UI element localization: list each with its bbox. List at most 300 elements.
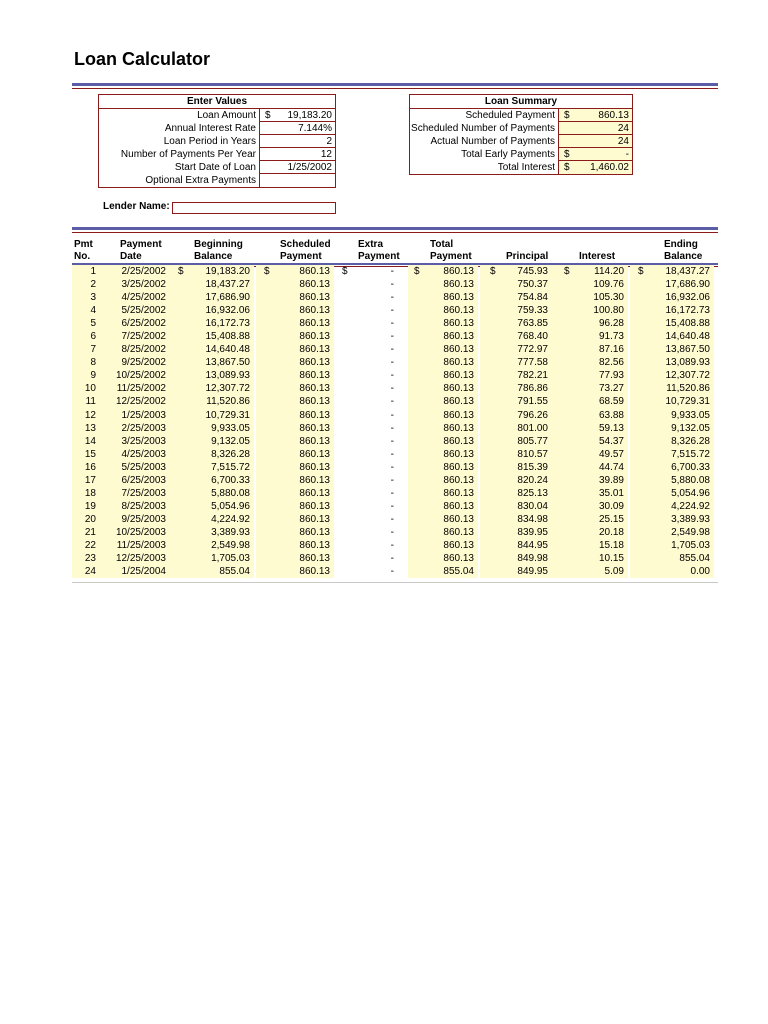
payment-date-cell: 10/25/2002 [108, 369, 170, 382]
table-row [72, 526, 718, 539]
currency-symbol: $ [564, 266, 570, 277]
ending-balance-cell: 15,408.88 [630, 317, 714, 330]
total-payment-cell: 860.13 [408, 330, 478, 343]
beginning-balance-cell: 7,515.72 [170, 461, 254, 474]
total-payment-cell: 860.13 [408, 382, 478, 395]
scheduled-payment-cell: 860.13 [256, 291, 334, 304]
ending-balance-cell: 0.00 [630, 565, 714, 578]
principal-cell: 839.95 [480, 526, 552, 539]
pmt-no-cell: 4 [72, 304, 108, 317]
summary-value [558, 109, 632, 122]
pmt-no-cell: 5 [72, 317, 108, 330]
principal-cell: 801.00 [480, 422, 552, 435]
total-payment-cell: 860.13 [408, 474, 478, 487]
pmt-no-cell: 7 [72, 343, 108, 356]
table-row [72, 500, 718, 513]
pmt-no-cell: 13 [72, 422, 108, 435]
pmt-no-cell: 20 [72, 513, 108, 526]
enter-row [99, 135, 335, 148]
beginning-balance-cell: 8,326.28 [170, 448, 254, 461]
interest-cell: 10.15 [552, 552, 628, 565]
payment-date-cell: 3/25/2002 [108, 278, 170, 291]
table-row [72, 395, 718, 408]
header-principal: Principal [506, 250, 549, 262]
total-payment-cell: 860.13 [408, 526, 478, 539]
extra-payment-cell: - [390, 526, 394, 538]
scheduled-payment-cell: 860.13 [256, 395, 334, 408]
summary-row [410, 122, 632, 135]
scheduled-payment-cell: 860.13 [256, 343, 334, 356]
principal-cell: 750.37 [480, 278, 552, 291]
interest-cell: 20.18 [552, 526, 628, 539]
enter-value-text: 2 [326, 136, 332, 147]
pmt-no-cell: 3 [72, 291, 108, 304]
header-extra-payment: Extra Payment [358, 239, 400, 262]
summary-row [410, 161, 632, 174]
pmt-no-cell: 11 [72, 395, 108, 408]
pmt-no-cell: 16 [72, 461, 108, 474]
total-payment-cell: 860.13 [408, 487, 478, 500]
scheduled-payment-cell: 860.13 [256, 474, 334, 487]
beginning-balance-cell: 18,437.27 [170, 278, 254, 291]
principal-cell: 796.26 [480, 409, 552, 422]
summary-label: Total Interest [497, 162, 555, 173]
table-row [72, 448, 718, 461]
ending-balance-cell: 5,880.08 [630, 474, 714, 487]
page-title: Loan Calculator [74, 49, 211, 69]
ending-balance-cell: 13,089.93 [630, 356, 714, 369]
total-payment-cell: 860.13 [408, 422, 478, 435]
payment-date-cell: 1/25/2004 [108, 565, 170, 578]
scheduled-payment-cell: 860.13 [256, 422, 334, 435]
beginning-balance-cell: 9,132.05 [170, 435, 254, 448]
enter-values-panel [98, 94, 336, 188]
beginning-balance-cell: 855.04 [170, 565, 254, 578]
table-row [72, 304, 718, 317]
beginning-balance-cell: 1,705.03 [170, 552, 254, 565]
ending-balance-cell: 7,515.72 [630, 448, 714, 461]
table-row [72, 565, 718, 578]
total-payment-cell: 860.13 [408, 317, 478, 330]
amortization-table [72, 265, 718, 578]
extra-payment-cell: - [390, 566, 394, 578]
pmt-no-cell: 6 [72, 330, 108, 343]
enter-value-text: 12 [320, 149, 332, 160]
summary-value-text: 24 [617, 136, 629, 147]
principal-cell: 834.98 [480, 513, 552, 526]
beginning-balance-cell: 9,933.05 [170, 422, 254, 435]
payment-date-cell: 3/25/2003 [108, 435, 170, 448]
enter-value-text: 19,183.20 [287, 110, 332, 121]
payment-date-cell: 2/25/2003 [108, 422, 170, 435]
scheduled-payment-cell: 860.13 [256, 539, 334, 552]
payment-date-cell: 7/25/2003 [108, 487, 170, 500]
scheduled-payment-cell: 860.13 [256, 330, 334, 343]
scheduled-payment-cell: 860.13 [256, 487, 334, 500]
table-header [72, 239, 718, 263]
beginning-balance-cell: 15,408.88 [170, 330, 254, 343]
interest-cell: 91.73 [552, 330, 628, 343]
pmt-no-cell: 18 [72, 487, 108, 500]
table-row [72, 461, 718, 474]
extra-payment-cell: - [390, 409, 394, 421]
ending-balance-cell: 13,867.50 [630, 343, 714, 356]
pmt-no-cell: 10 [72, 382, 108, 395]
ending-balance-cell: 4,224.92 [630, 500, 714, 513]
payment-date-cell: 4/25/2002 [108, 291, 170, 304]
ending-balance-cell: 16,172.73 [630, 304, 714, 317]
scheduled-payment-cell: 860.13 [256, 526, 334, 539]
principal-cell: 810.57 [480, 448, 552, 461]
payment-date-cell: 7/25/2002 [108, 330, 170, 343]
principal-cell: 805.77 [480, 435, 552, 448]
pmt-no-cell: 23 [72, 552, 108, 565]
scheduled-payment-cell: 860.13 [256, 565, 334, 578]
scheduled-payment-cell: 860.13 [256, 369, 334, 382]
scheduled-payment-cell: 860.13 [256, 304, 334, 317]
total-payment-cell: 855.04 [408, 565, 478, 578]
extra-payment-cell: - [390, 370, 394, 382]
extra-payment-cell: - [390, 435, 394, 447]
total-payment-cell: 860.13 [408, 369, 478, 382]
payment-date-cell: 1/25/2003 [108, 409, 170, 422]
pmt-no-cell: 9 [72, 369, 108, 382]
beginning-balance-cell: 10,729.31 [170, 409, 254, 422]
extra-payment-cell: - [390, 422, 394, 434]
enter-label: Optional Extra Payments [145, 175, 256, 186]
extra-payment-cell: - [390, 305, 394, 317]
payment-date-cell: 2/25/2002 [108, 265, 170, 278]
pmt-no-cell: 2 [72, 278, 108, 291]
table-row [72, 435, 718, 448]
total-payment-cell: 860.13 [408, 513, 478, 526]
header-rule [72, 83, 718, 89]
ending-balance-cell: 8,326.28 [630, 435, 714, 448]
table-row [72, 278, 718, 291]
summary-row [410, 148, 632, 161]
payment-date-cell: 11/25/2002 [108, 382, 170, 395]
header-total-payment: Total Payment [430, 239, 472, 262]
scheduled-payment-cell: 860.13 [256, 409, 334, 422]
summary-label: Total Early Payments [461, 149, 555, 160]
payment-date-cell: 11/25/2003 [108, 539, 170, 552]
extra-payment-cell: - [390, 331, 394, 343]
enter-label: Annual Interest Rate [164, 123, 256, 134]
currency-symbol: $ [564, 149, 570, 160]
ending-balance-cell: 855.04 [630, 552, 714, 565]
table-row [72, 343, 718, 356]
interest-cell: 114.20 [552, 265, 628, 278]
principal-cell: 844.95 [480, 539, 552, 552]
principal-cell: 768.40 [480, 330, 552, 343]
summary-row [410, 135, 632, 148]
ending-balance-cell: 3,389.93 [630, 513, 714, 526]
beginning-balance-cell: 13,867.50 [170, 356, 254, 369]
ending-balance-cell: 5,054.96 [630, 487, 714, 500]
currency-symbol: $ [414, 266, 420, 277]
principal-cell: 815.39 [480, 461, 552, 474]
scheduled-payment-cell: 860.13 [256, 278, 334, 291]
extra-payment-cell: - [390, 539, 394, 551]
principal-cell: 782.21 [480, 369, 552, 382]
interest-cell: 100.80 [552, 304, 628, 317]
beginning-balance-cell: 12,307.72 [170, 382, 254, 395]
principal-cell: 849.98 [480, 552, 552, 565]
currency-symbol: $ [564, 162, 570, 173]
interest-cell: 96.28 [552, 317, 628, 330]
enter-row [99, 122, 335, 135]
beginning-balance-cell: 16,172.73 [170, 317, 254, 330]
interest-cell: 54.37 [552, 435, 628, 448]
extra-payment-cell: - [390, 318, 394, 330]
interest-cell: 87.16 [552, 343, 628, 356]
pmt-no-cell: 22 [72, 539, 108, 552]
enter-row [99, 161, 335, 174]
ending-balance-cell: 12,307.72 [630, 369, 714, 382]
total-payment-cell: 860.13 [408, 552, 478, 565]
summary-value-text: 24 [617, 123, 629, 134]
ending-balance-cell: 9,933.05 [630, 409, 714, 422]
payment-date-cell: 9/25/2002 [108, 356, 170, 369]
pmt-no-cell: 15 [72, 448, 108, 461]
summary-value-text: 860.13 [598, 110, 629, 121]
interest-cell: 59.13 [552, 422, 628, 435]
beginning-balance-cell: 11,520.86 [170, 395, 254, 408]
total-payment-cell: 860.13 [408, 461, 478, 474]
table-row [72, 487, 718, 500]
table-row [72, 330, 718, 343]
pmt-no-cell: 1 [72, 265, 108, 278]
payment-date-cell: 6/25/2003 [108, 474, 170, 487]
payment-date-cell: 8/25/2003 [108, 500, 170, 513]
extra-payment-cell: - [390, 487, 394, 499]
pmt-no-cell: 17 [72, 474, 108, 487]
payment-date-cell: 6/25/2002 [108, 317, 170, 330]
interest-cell: 73.27 [552, 382, 628, 395]
table-row [72, 474, 718, 487]
scheduled-payment-cell: 860.13 [256, 552, 334, 565]
lender-name-label: Lender Name: [103, 201, 170, 212]
beginning-balance-cell: 5,054.96 [170, 500, 254, 513]
principal-cell: 820.24 [480, 474, 552, 487]
principal-cell: 763.85 [480, 317, 552, 330]
total-payment-cell: 860.13 [408, 395, 478, 408]
principal-cell: 759.33 [480, 304, 552, 317]
table-row [72, 409, 718, 422]
currency-symbol: $ [264, 266, 270, 277]
extra-payment-cell: - [390, 383, 394, 395]
total-payment-cell: 860.13 [408, 265, 478, 278]
loan-summary-header: Loan Summary [410, 95, 632, 109]
scheduled-payment-cell: 860.13 [256, 382, 334, 395]
ending-balance-cell: 1,705.03 [630, 539, 714, 552]
total-payment-cell: 860.13 [408, 343, 478, 356]
total-payment-cell: 860.13 [408, 435, 478, 448]
payment-date-cell: 9/25/2003 [108, 513, 170, 526]
payment-date-cell: 4/25/2003 [108, 448, 170, 461]
ending-balance-cell: 2,549.98 [630, 526, 714, 539]
summary-label: Actual Number of Payments [430, 136, 555, 147]
total-payment-cell: 860.13 [408, 539, 478, 552]
principal-cell: 772.97 [480, 343, 552, 356]
pmt-no-cell: 19 [72, 500, 108, 513]
header-interest: Interest [579, 250, 616, 262]
currency-symbol: $ [178, 266, 184, 277]
enter-label: Loan Amount [197, 110, 256, 121]
extra-payment-cell: - [390, 357, 394, 369]
summary-value-text: 1,460.02 [590, 162, 629, 173]
beginning-balance-cell: 16,932.06 [170, 304, 254, 317]
enter-label: Loan Period in Years [163, 136, 256, 147]
scheduled-payment-cell: 860.13 [256, 500, 334, 513]
total-payment-cell: 860.13 [408, 356, 478, 369]
interest-cell: 109.76 [552, 278, 628, 291]
total-payment-cell: 860.13 [408, 278, 478, 291]
beginning-balance-cell: 19,183.20 [170, 265, 254, 278]
scheduled-payment-cell: 860.13 [256, 461, 334, 474]
payment-date-cell: 12/25/2002 [108, 395, 170, 408]
ending-balance-cell: 10,729.31 [630, 395, 714, 408]
extra-payment-cell: - [390, 500, 394, 512]
payment-date-cell: 12/25/2003 [108, 552, 170, 565]
beginning-balance-cell: 6,700.33 [170, 474, 254, 487]
pmt-no-cell: 21 [72, 526, 108, 539]
header-payment-date: Payment Date [120, 239, 162, 262]
payment-date-cell: 5/25/2003 [108, 461, 170, 474]
interest-cell: 5.09 [552, 565, 628, 578]
summary-label: Scheduled Number of Payments [411, 123, 555, 134]
scheduled-payment-cell: 860.13 [256, 265, 334, 278]
scheduled-payment-cell: 860.13 [256, 513, 334, 526]
extra-payment-cell: - [390, 266, 394, 277]
currency-symbol: $ [638, 266, 644, 277]
scheduled-payment-cell: 860.13 [256, 435, 334, 448]
table-row [72, 513, 718, 526]
pmt-no-cell: 24 [72, 565, 108, 578]
principal-cell: 777.58 [480, 356, 552, 369]
summary-label: Scheduled Payment [465, 110, 555, 121]
summary-row [410, 109, 632, 122]
ending-balance-cell: 11,520.86 [630, 382, 714, 395]
table-row [72, 291, 718, 304]
enter-row [99, 109, 335, 122]
table-row [72, 539, 718, 552]
principal-cell: 745.93 [480, 265, 552, 278]
interest-cell: 49.57 [552, 448, 628, 461]
interest-cell: 82.56 [552, 356, 628, 369]
scheduled-payment-cell: 860.13 [256, 317, 334, 330]
total-payment-cell: 860.13 [408, 448, 478, 461]
payment-date-cell: 5/25/2002 [108, 304, 170, 317]
ending-balance-cell: 16,932.06 [630, 291, 714, 304]
pmt-no-cell: 12 [72, 409, 108, 422]
enter-value-text: 1/25/2002 [287, 162, 332, 173]
lender-name-input[interactable] [172, 202, 336, 214]
summary-value-text: - [625, 149, 629, 160]
table-row [72, 422, 718, 435]
payment-date-cell: 8/25/2002 [108, 343, 170, 356]
interest-cell: 39.89 [552, 474, 628, 487]
header-scheduled-payment: Scheduled Payment [280, 239, 331, 262]
header-ending-balance: Ending Balance [664, 239, 703, 262]
extra-payment-cell: - [390, 344, 394, 356]
currency-symbol: $ [342, 266, 348, 277]
total-payment-cell: 860.13 [408, 409, 478, 422]
scheduled-payment-cell: 860.13 [256, 356, 334, 369]
beginning-balance-cell: 13,089.93 [170, 369, 254, 382]
interest-cell: 25.15 [552, 513, 628, 526]
enter-value-field[interactable] [259, 135, 335, 148]
currency-symbol: $ [265, 110, 271, 121]
enter-row [99, 174, 335, 187]
interest-cell: 35.01 [552, 487, 628, 500]
table-row [72, 552, 718, 565]
principal-cell: 786.86 [480, 382, 552, 395]
table-row [72, 317, 718, 330]
beginning-balance-cell: 5,880.08 [170, 487, 254, 500]
summary-value [558, 161, 632, 174]
principal-cell: 830.04 [480, 500, 552, 513]
interest-cell: 68.59 [552, 395, 628, 408]
extra-payment-cell: - [390, 292, 394, 304]
table-bottom-rule [72, 582, 718, 583]
interest-cell: 30.09 [552, 500, 628, 513]
extra-payment-cell: - [390, 474, 394, 486]
enter-label: Start Date of Loan [174, 162, 256, 173]
extra-payment-cell: - [390, 513, 394, 525]
extra-payment-cell: - [390, 448, 394, 460]
scheduled-payment-cell: 860.13 [256, 448, 334, 461]
principal-cell: 754.84 [480, 291, 552, 304]
summary-value [558, 135, 632, 148]
header-pmt-no: Pmt No. [74, 239, 93, 262]
interest-cell: 105.30 [552, 291, 628, 304]
pmt-no-cell: 14 [72, 435, 108, 448]
enter-value-field[interactable] [259, 161, 335, 174]
beginning-balance-cell: 2,549.98 [170, 539, 254, 552]
principal-cell: 849.95 [480, 565, 552, 578]
enter-value-text: 7.144% [298, 123, 332, 134]
extra-payment-cell: - [390, 553, 394, 565]
ending-balance-cell: 9,132.05 [630, 422, 714, 435]
ending-balance-cell: 14,640.48 [630, 330, 714, 343]
table-row [72, 382, 718, 395]
principal-cell: 825.13 [480, 487, 552, 500]
enter-value-field[interactable] [259, 122, 335, 135]
enter-row [99, 148, 335, 161]
beginning-balance-cell: 14,640.48 [170, 343, 254, 356]
currency-symbol: $ [564, 110, 570, 121]
table-row [72, 265, 718, 278]
header-beginning-balance: Beginning Balance [194, 239, 243, 262]
interest-cell: 63.88 [552, 409, 628, 422]
interest-cell: 15.18 [552, 539, 628, 552]
enter-value-field[interactable] [259, 174, 335, 187]
ending-balance-cell: 17,686.90 [630, 278, 714, 291]
summary-value [558, 122, 632, 135]
interest-cell: 44.74 [552, 461, 628, 474]
enter-value-field[interactable] [259, 148, 335, 161]
table-row [72, 369, 718, 382]
total-payment-cell: 860.13 [408, 500, 478, 513]
extra-payment-cell: - [390, 396, 394, 408]
table-row [72, 356, 718, 369]
enter-value-field[interactable] [259, 109, 335, 122]
principal-cell: 791.55 [480, 395, 552, 408]
summary-value [558, 148, 632, 161]
extra-payment-cell: - [390, 279, 394, 291]
ending-balance-cell: 6,700.33 [630, 461, 714, 474]
